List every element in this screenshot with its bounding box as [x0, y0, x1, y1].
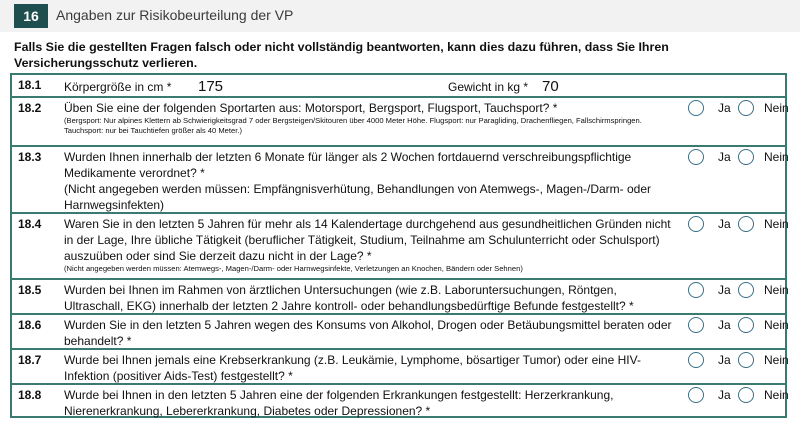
question-main: Waren Sie in den letzten 5 Jahren für mehr als 14 Kalendertage durchgehend aus gesundheitlichen Gründen nicht in der Lage, Ihre übliche Tätigkeit (beruflicher Tätigkeit, Studium, Teilnahme am Schulunterricht oder Schulsport) auszuüben oder sind Sie derzeit dazu nicht in der Lage? *	[64, 217, 671, 263]
radio-no[interactable]	[738, 216, 754, 232]
label-no: Nein	[764, 388, 789, 402]
risk-questions-table	[10, 73, 787, 418]
row-number: 18.7	[18, 353, 42, 367]
question-row	[12, 147, 789, 214]
question-note: (Nicht angegeben werden müssen: Atemwegs-, Magen-/Darm- oder Harnwegsinfekte, Verletzungen an Knochen, Bändern oder Sehnen)	[64, 264, 523, 273]
label-yes: Ja	[718, 318, 731, 332]
label-yes: Ja	[718, 283, 731, 297]
radio-yes[interactable]	[688, 282, 704, 298]
answer-options	[688, 216, 789, 236]
question-row	[12, 315, 789, 350]
question-row	[12, 280, 789, 315]
radio-yes[interactable]	[688, 100, 704, 116]
label-no: Nein	[764, 150, 789, 164]
radio-yes[interactable]	[688, 387, 704, 403]
label-no: Nein	[764, 318, 789, 332]
radio-no[interactable]	[738, 387, 754, 403]
label-yes: Ja	[718, 217, 731, 231]
section-title: Angaben zur Risikobeurteilung der VP	[56, 7, 294, 23]
label-no: Nein	[764, 217, 789, 231]
question-row	[12, 214, 789, 280]
question-extra: (Nicht angegeben werden müssen: Empfängnisverhütung, Behandlungen von Atemwegs-, Magen-/Darm- oder Harnwegsinfekten)	[64, 182, 652, 212]
answer-options	[688, 352, 789, 372]
label-no: Nein	[764, 353, 789, 367]
row-number: 18.2	[18, 101, 42, 115]
radio-no[interactable]	[738, 352, 754, 368]
radio-no[interactable]	[738, 100, 754, 116]
radio-yes[interactable]	[688, 317, 704, 333]
question-text	[64, 100, 676, 136]
row-number: 18.3	[18, 150, 42, 164]
row-number: 18.5	[18, 283, 42, 297]
row-number: 18.1	[18, 78, 42, 92]
height-weight-row	[12, 75, 785, 98]
label-no: Nein	[764, 101, 789, 115]
radio-yes[interactable]	[688, 352, 704, 368]
question-note: (Bergsport: Nur alpines Klettern ab Schwierigkeitsgrad 7 oder Bergsteigen/Skitouren über 4000 Meter Höhe. Flugsport: nur Paragliding, Drachenfliegen, Fallschirmspringen. Tauchsport: nur bei Tauchtiefen größer als 40 Meter.)	[64, 116, 642, 135]
answer-options	[688, 282, 789, 302]
label-yes: Ja	[718, 150, 731, 164]
question-text	[64, 149, 676, 213]
label-yes: Ja	[718, 101, 731, 115]
row-number: 18.6	[18, 318, 42, 332]
section-number: 16	[14, 4, 48, 28]
question-row	[12, 385, 789, 420]
question-main: Wurden Ihnen innerhalb der letzten 6 Monate für länger als 2 Wochen fortdauernd verschreibungspflichtige Medikamente verordnet? *	[64, 150, 632, 180]
height-label: Körpergröße in cm *	[64, 80, 172, 94]
question-row	[12, 350, 789, 385]
radio-no[interactable]	[738, 149, 754, 165]
answer-options	[688, 387, 789, 407]
label-no: Nein	[764, 283, 789, 297]
radio-no[interactable]	[738, 317, 754, 333]
question-main: Üben Sie eine der folgenden Sportarten aus: Motorsport, Bergsport, Flugsport, Tauchsport? *	[64, 101, 558, 115]
answer-options	[688, 100, 789, 120]
question-text: Wurden bei Ihnen im Rahmen von ärztlichen Untersuchungen (wie z.B. Laboruntersuchungen, Röntgen, Ultraschall, EKG) innerhalb der letzten 2 Jahre kontroll- oder behandlungsbedürftige Befunde festgestellt? *	[64, 283, 634, 313]
question-text: Wurde bei Ihnen in den letzten 5 Jahren eine der folgenden Erkrankungen festgestellt: Herzerkrankung, Nierenerkrankung, Lebererkrankung, Diabetes oder Depressionen? *	[64, 388, 614, 418]
row-number: 18.8	[18, 388, 42, 402]
section-header	[0, 0, 800, 32]
height-value[interactable]: 175	[198, 78, 224, 95]
radio-no[interactable]	[738, 282, 754, 298]
row-number: 18.4	[18, 217, 42, 231]
question-text	[64, 216, 676, 274]
radio-yes[interactable]	[688, 149, 704, 165]
radio-yes[interactable]	[688, 216, 704, 232]
answer-options	[688, 149, 789, 169]
weight-label: Gewicht in kg *	[448, 80, 529, 94]
weight-value[interactable]: 70	[542, 78, 559, 95]
question-row	[12, 98, 789, 147]
warning-text: Falls Sie die gestellten Fragen falsch oder nicht vollständig beantworten, kann dies dazu führen, dass Sie Ihren Versicherungsschutz verlieren.	[14, 40, 669, 70]
label-yes: Ja	[718, 353, 731, 367]
question-text: Wurden Sie in den letzten 5 Jahren wegen des Konsums von Alkohol, Drogen oder Betäubungsmittel beraten oder behandelt? *	[64, 318, 672, 348]
answer-options	[688, 317, 789, 337]
question-text: Wurde bei Ihnen jemals eine Krebserkrankung (z.B. Leukämie, Lymphome, bösartiger Tumor) oder eine HIV-Infektion (positiver Aids-Test) festgestellt? *	[64, 353, 641, 383]
label-yes: Ja	[718, 388, 731, 402]
